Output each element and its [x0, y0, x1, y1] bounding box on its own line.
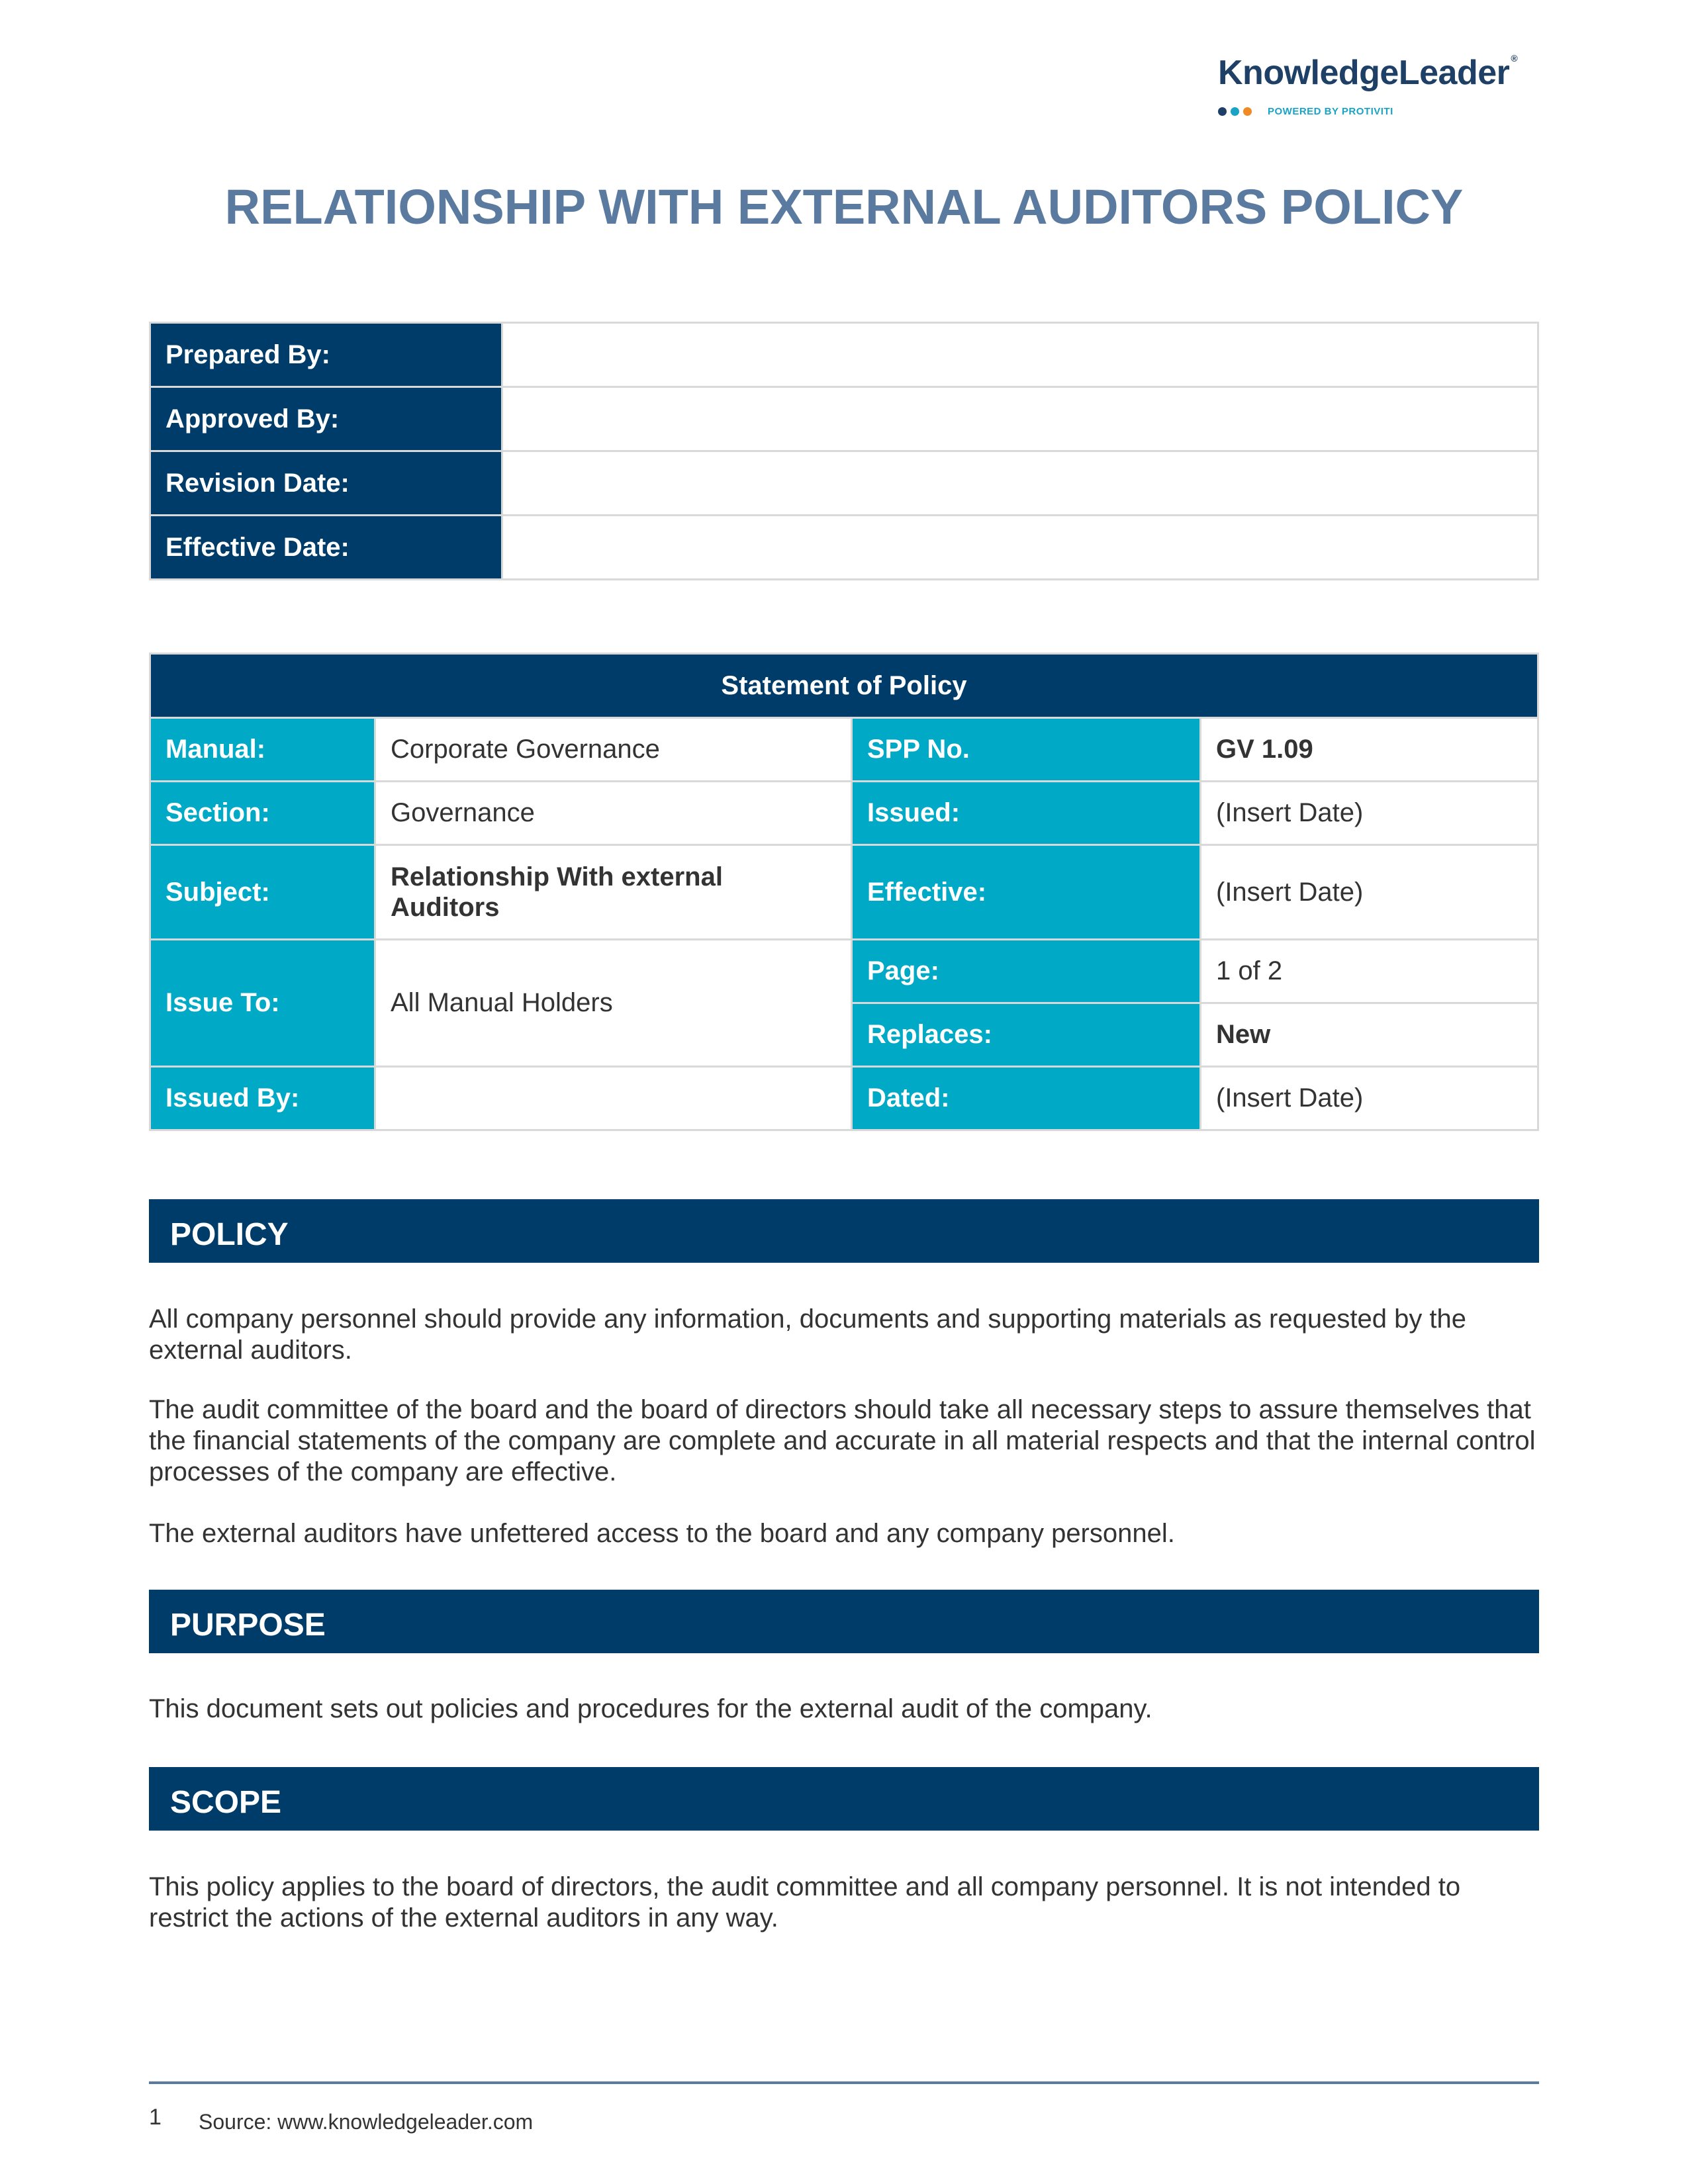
- footer-divider: [149, 2081, 1539, 2084]
- policy-heading: POLICY: [149, 1199, 1539, 1263]
- table-row: [150, 387, 1538, 451]
- section-label: Section:: [150, 782, 375, 845]
- logo-dot-teal-icon: [1231, 107, 1239, 116]
- replaces-value: New: [1201, 1003, 1538, 1067]
- issued-label: Issued:: [852, 782, 1201, 845]
- effective-date-label: Effective Date:: [150, 516, 502, 580]
- issue-to-label: Issue To:: [150, 940, 375, 1067]
- subject-value: Relationship With external Auditors: [375, 845, 852, 940]
- page-number: 1: [149, 2105, 162, 2130]
- document-title: RELATIONSHIP WITH EXTERNAL AUDITORS POLICY: [224, 179, 1464, 234]
- approved-by-value[interactable]: [502, 387, 1538, 451]
- table-row: [150, 1067, 1538, 1130]
- spp-no-value: GV 1.09: [1201, 718, 1538, 782]
- revision-date-value[interactable]: [502, 451, 1538, 516]
- approved-by-label: Approved By:: [150, 387, 502, 451]
- revision-date-label: Revision Date:: [150, 451, 502, 516]
- table-row: [150, 323, 1538, 387]
- effective-value: (Insert Date): [1201, 845, 1538, 940]
- effective-label: Effective:: [852, 845, 1201, 940]
- approval-table: [149, 322, 1539, 580]
- section-value: Governance: [375, 782, 852, 845]
- statement-of-policy-header: Statement of Policy: [150, 654, 1538, 718]
- subject-label: Subject:: [150, 845, 375, 940]
- dated-value: (Insert Date): [1201, 1067, 1538, 1130]
- source-link[interactable]: Source: www.knowledgeleader.com: [199, 2110, 534, 2134]
- statement-of-policy-table: [149, 653, 1539, 1131]
- page-label: Page:: [852, 940, 1201, 1003]
- table-row: [150, 845, 1538, 940]
- registered-mark-icon: ®: [1511, 53, 1518, 64]
- logo-wordmark: KnowledgeLeader: [1218, 54, 1510, 92]
- page-value: 1 of 2: [1201, 940, 1538, 1003]
- effective-date-value[interactable]: [502, 516, 1538, 580]
- scope-paragraph-1: This policy applies to the board of directors, the audit committee and all company personnel. It is not intended to restrict the actions of the external auditors in any way.: [149, 1872, 1461, 1933]
- logo-dot-navy-icon: [1218, 107, 1227, 116]
- logo-tagline: POWERED BY PROTIVITI: [1268, 105, 1393, 117]
- manual-label: Manual:: [150, 718, 375, 782]
- table-row: [150, 451, 1538, 516]
- table-row: [150, 940, 1538, 1003]
- issued-by-label: Issued By:: [150, 1067, 375, 1130]
- manual-value: Corporate Governance: [375, 718, 852, 782]
- purpose-heading: PURPOSE: [149, 1590, 1539, 1653]
- logo-dot-orange-icon: [1243, 107, 1252, 116]
- replaces-label: Replaces:: [852, 1003, 1201, 1067]
- prepared-by-value[interactable]: [502, 323, 1538, 387]
- spp-no-label: SPP No.: [852, 718, 1201, 782]
- purpose-paragraph-1: This document sets out policies and procedures for the external audit of the company.: [149, 1694, 1152, 1723]
- policy-paragraph-1: All company personnel should provide any information, documents and supporting materials as requested by the external auditors.: [149, 1304, 1467, 1365]
- table-row: [150, 516, 1538, 580]
- policy-paragraph-2: The audit committee of the board and the board of directors should take all necessary steps to assure themselves that the financial statements of the company are complete and accurate in all material respects and that the internal control processes of the company are effective.: [149, 1395, 1536, 1486]
- table-header-row: [150, 654, 1538, 718]
- dated-label: Dated:: [852, 1067, 1201, 1130]
- table-row: [150, 782, 1538, 845]
- policy-paragraph-3: The external auditors have unfettered access to the board and any company personnel.: [149, 1519, 1175, 1548]
- table-row: [150, 718, 1538, 782]
- issued-by-value: [375, 1067, 852, 1130]
- scope-heading: SCOPE: [149, 1767, 1539, 1831]
- prepared-by-label: Prepared By:: [150, 323, 502, 387]
- knowledgeleader-logo: [1218, 53, 1536, 126]
- issue-to-value: All Manual Holders: [375, 940, 852, 1067]
- issued-value: (Insert Date): [1201, 782, 1538, 845]
